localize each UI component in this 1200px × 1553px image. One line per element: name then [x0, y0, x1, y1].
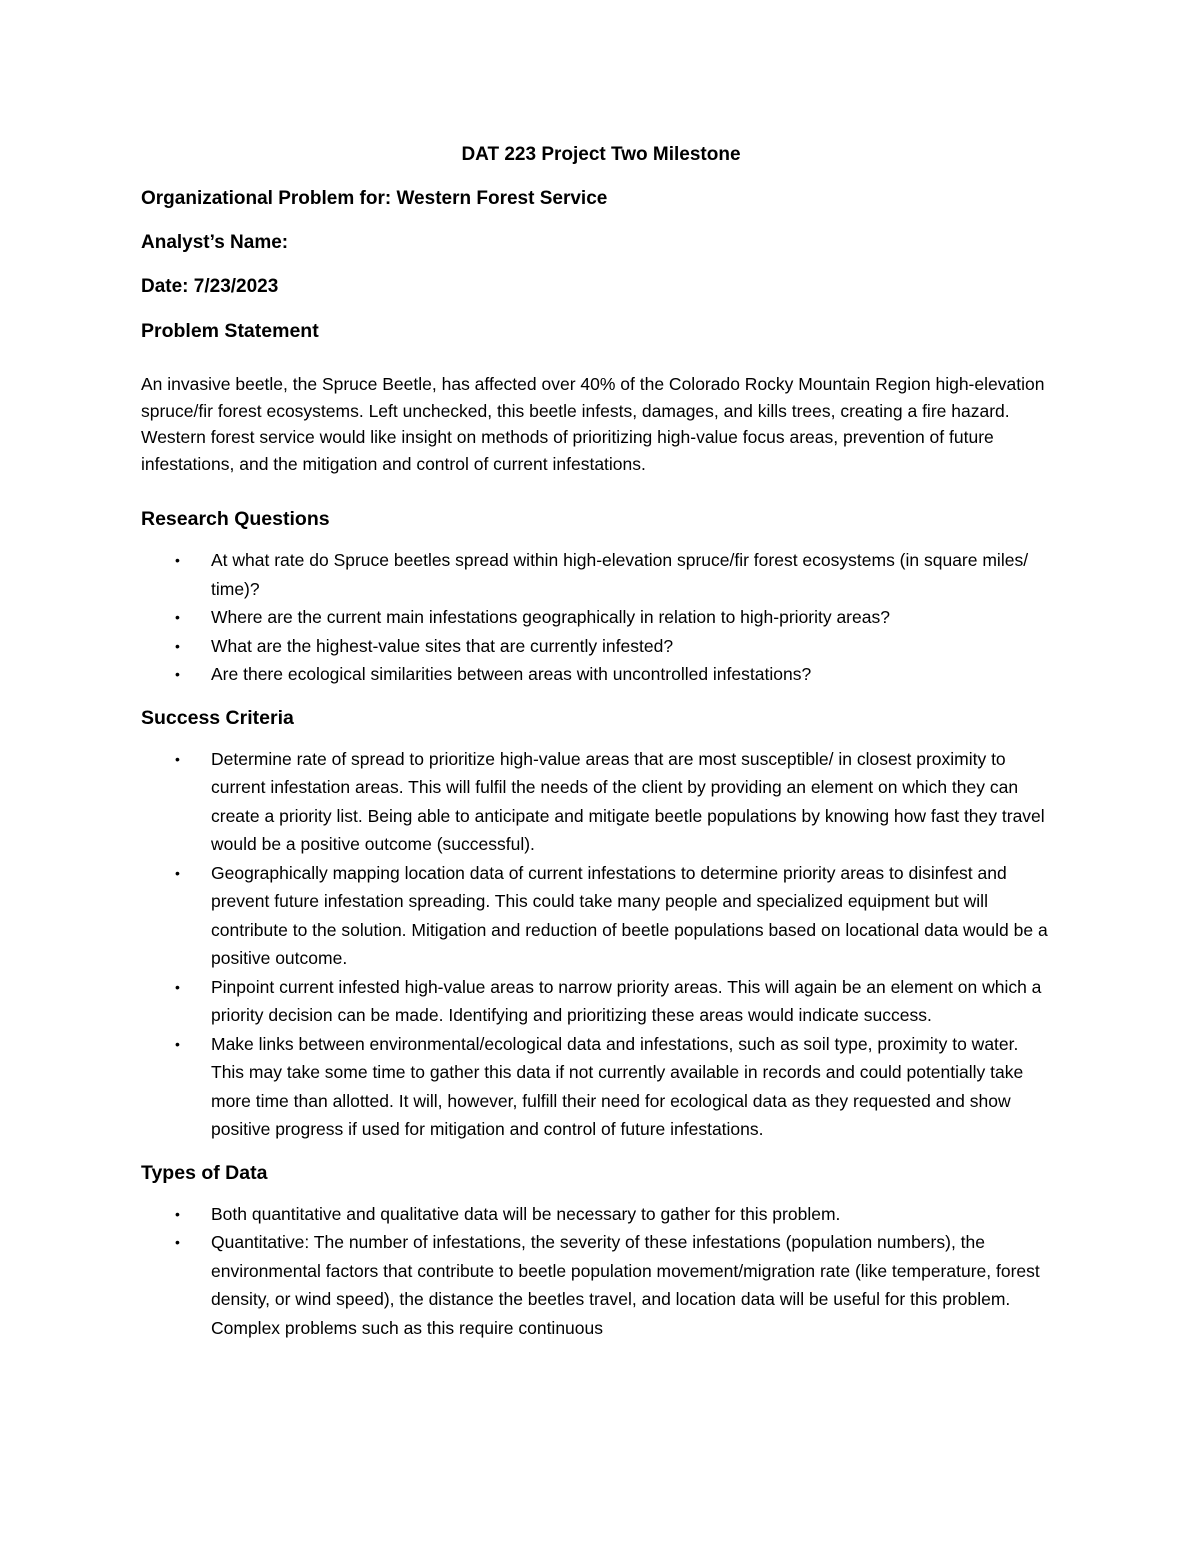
list-item-text: Pinpoint current infested high-value areas to narrow priority areas. This will again be an element on which a priority decision can be made. Identifying and prioritizing these areas would indicate success.	[211, 976, 1042, 1025]
bullet-icon: •	[175, 978, 180, 995]
bullet-icon: •	[175, 637, 180, 654]
list-item-text: Make links between environmental/ecological data and infestations, such as soil type, proximity to water. This may take some time to gather this data if not currently available in records and could potentially take more time than allotted. It will, however, fulfill their need for ecological data as they requested and show positive progress if used for mitigation and control of future infestations.	[211, 1033, 1024, 1139]
list-item	[141, 603, 1061, 632]
research-questions-list	[141, 546, 1061, 689]
list-item	[141, 973, 1061, 1030]
list-item-text: What are the highest-value sites that are currently infested?	[211, 635, 674, 656]
document-body	[141, 140, 1061, 1356]
problem-statement-paragraph: An invasive beetle, the Spruce Beetle, has affected over 40% of the Colorado Rocky Mountain Region high-elevation spruce/fir forest ecosystems. Left unchecked, this beetle infests, damages, and kills trees, creating a fire hazard. Western forest service would like insight on methods of prioritizing high-value focus areas, prevention of future infestations, and the mitigation and control of current infestations.	[141, 374, 1045, 474]
list-item-text: Both quantitative and qualitative data will be necessary to gather for this problem.	[211, 1203, 841, 1224]
list-item	[141, 859, 1061, 973]
types-of-data-heading: Types of Data	[141, 1161, 268, 1184]
bullet-icon: •	[175, 609, 180, 625]
list-item	[141, 1030, 1061, 1144]
bullet-icon: •	[175, 552, 180, 568]
bullet-icon: •	[175, 666, 180, 682]
list-item-text: Quantitative: The number of infestations, the severity of these infestations (population numbers), the environmental factors that contribute to beetle population movement/migration rate (like temperature, forest density, or wind speed), the distance the beetles travel, and location data will be useful for this problem. Complex problems such as this require continuous	[211, 1232, 1040, 1338]
bullet-icon: •	[175, 864, 180, 881]
list-item	[141, 632, 1061, 661]
types-of-data-list	[141, 1200, 1061, 1343]
problem-statement-heading: Problem Statement	[141, 320, 319, 342]
list-item-text: Geographically mapping location data of current infestations to determine priority areas to disinfest and prevent future infestation spreading. This could take many people and specialized equipment but will contribute to the solution. Mitigation and reduction of beetle populations based on locational data would be a positive outcome.	[211, 862, 1048, 968]
list-item-text: At what rate do Spruce beetles spread within high-elevation spruce/fir forest ecosystems (in square miles/ time)?	[211, 550, 1029, 599]
success-criteria-list	[141, 745, 1061, 1144]
bullet-icon: •	[175, 1035, 180, 1052]
organizational-problem-line: Organizational Problem for: Western Forest Service	[141, 188, 608, 209]
list-item	[141, 1200, 1061, 1229]
success-criteria-heading: Success Criteria	[141, 706, 294, 729]
list-item	[141, 546, 1061, 603]
date-line: Date: 7/23/2023	[141, 276, 279, 297]
list-item-text: Determine rate of spread to prioritize high-value areas that are most susceptible/ in closest proximity to current infestation areas. This will fulfil the needs of the client by providing an element on which they can create a priority list. Being able to anticipate and mitigate beetle populations by knowing how fast they travel would be a positive outcome (successful).	[211, 748, 1045, 854]
document-title: DAT 223 Project Two Milestone	[461, 144, 741, 165]
analyst-name-line: Analyst’s Name:	[141, 232, 289, 253]
bullet-icon: •	[175, 750, 180, 767]
list-item	[141, 745, 1061, 859]
list-item	[141, 660, 1061, 689]
research-questions-heading: Research Questions	[141, 508, 330, 530]
list-item-text: Are there ecological similarities between areas with uncontrolled infestations?	[211, 664, 812, 684]
list-item	[141, 1228, 1061, 1342]
list-item-text: Where are the current main infestations geographically in relation to high-priority areas?	[211, 607, 890, 627]
bullet-icon: •	[175, 1205, 180, 1222]
bullet-icon: •	[175, 1234, 180, 1250]
